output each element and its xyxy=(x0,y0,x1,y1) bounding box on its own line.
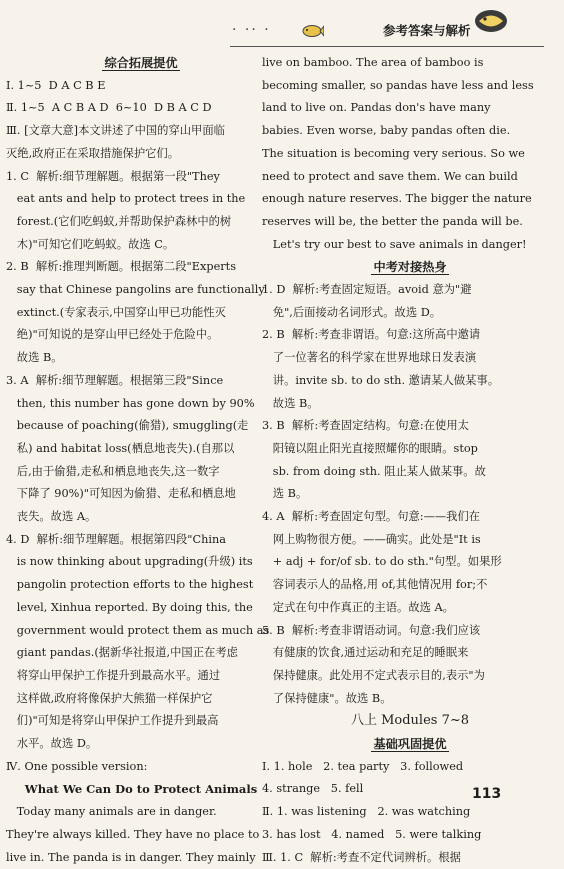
text-line: 们)"可知是将穿山甲保护工作提升到最高 xyxy=(6,714,219,728)
text-line: 免",后面接动名词形式。故选 D。 xyxy=(262,305,442,319)
text-line: 保持健康。此处用不定式表示目的,表示"为 xyxy=(262,668,485,682)
text-line: The situation is becoming very serious. So we xyxy=(262,146,525,160)
text-line: 木)"可知它们吃蚂蚁。故选 C。 xyxy=(6,237,175,251)
text-line: live on bamboo. The area of bamboo is xyxy=(262,56,484,69)
text-line: government would protect them as much as xyxy=(6,623,270,637)
text-line: Ⅲ. [文章大意]本文讲述了中国的穿山甲面临 xyxy=(6,124,225,138)
text-line: live in. The panda is in danger. They mainly xyxy=(6,850,256,864)
text-line: 定式在句中作真正的主语。故选 A。 xyxy=(262,600,454,614)
text-line: 5. B 解析:考查非谓语动词。句意:我们应该 xyxy=(262,623,481,637)
text-line: 故选 B。 xyxy=(6,351,63,365)
text-line: 容词表示人的品格,用 of,其他情况用 for;不 xyxy=(262,578,488,592)
text-line: 3. B 解析:考查固定结构。句意:在使用太 xyxy=(262,419,469,433)
text-line: enough nature reserves. The bigger the nature xyxy=(262,192,532,206)
text-line: 2. B 解析:推理判断题。根据第二段"Experts xyxy=(6,260,236,274)
text-line: land to live on. Pandas don's have many xyxy=(262,101,491,115)
text-line: 阳镜以阻止阳光直接照耀你的眼睛。stop xyxy=(262,441,478,455)
text-line: 2. B 解析:考查非谓语。句意:这所高中邀请 xyxy=(262,328,481,342)
section-title xyxy=(6,52,276,75)
text-line: 下降了 90%)"可知因为偷猎、走私和栖息地 xyxy=(6,487,236,501)
text-line: 绝)"可知说的是穿山甲已经处于危险中。 xyxy=(6,328,219,342)
text-line: say that Chinese pangolins are functionally xyxy=(6,283,265,297)
page-number: 113 xyxy=(472,786,502,802)
text-line: 将穿山甲保护工作提升到最高水平。通过 xyxy=(6,668,221,682)
text-line: 故选 B。 xyxy=(262,396,319,410)
section-title-text: 基础巩固提优 xyxy=(373,737,447,752)
header-dots: · ·· · xyxy=(232,22,271,38)
text-line: 选 B。 xyxy=(262,487,308,501)
text-line: 讲。invite sb. to do sth. 邀请某人做某事。 xyxy=(262,373,500,387)
text-line: babies. Even worse, baby pandas often die. xyxy=(262,124,511,138)
text-line: 4. D 解析:细节理解题。根据第四段"China xyxy=(6,532,227,546)
section-title-text: 中考对接热身 xyxy=(373,260,447,275)
right-column xyxy=(262,52,558,869)
text-line: 这样做,政府将像保护大熊猫一样保护它 xyxy=(6,691,213,705)
text-line: Ⅰ. 1~5 D A C B E xyxy=(6,78,106,92)
text-line: Ⅱ. 1~5 A C B A D 6~10 D B A C D xyxy=(6,101,212,115)
text-line: Today many animals are in danger. xyxy=(6,805,217,819)
text-line: 3. has lost 4. named 5. were talking xyxy=(262,827,482,841)
text-line: pangolin protection efforts to the highest xyxy=(6,578,254,592)
text-line: 4. strange 5. fell xyxy=(262,782,364,796)
text-line: + adj + for/of sb. to do sth."句型。如果形 xyxy=(262,555,502,569)
text-line: 3. A 解析:细节理解题。根据第三段"Since xyxy=(6,373,224,387)
text-line: They're always killed. They have no place to xyxy=(6,827,260,841)
section-title-text: 综合拓展提优 xyxy=(104,56,178,70)
text-line: 后,由于偷猎,走私和栖息地丧失,这一数字 xyxy=(6,464,220,478)
text-line: 有健康的饮食,通过运动和充足的睡眠来 xyxy=(262,646,469,660)
text-line: Ⅳ. One possible version: xyxy=(6,759,148,773)
text-line: reserves will be, the better the panda will be. xyxy=(262,214,523,228)
header-label: 参考答案与解析 xyxy=(383,23,471,38)
text-line: 私) and habitat loss(栖息地丧失).(自那以 xyxy=(6,441,235,455)
text-line: 灭绝,政府正在采取措施保护它们。 xyxy=(6,146,180,160)
text-line: 1. C 解析:细节理解题。根据第一段"They xyxy=(6,169,220,183)
module-title: 八上 Modules 7~8 xyxy=(350,713,470,729)
text-line: forest.(它们吃蚂蚁,并帮助保护森林中的树 xyxy=(6,214,232,228)
text-line: 了一位著名的科学家在世界地球日发表演 xyxy=(262,351,477,365)
fish-logo-icon xyxy=(473,6,509,36)
text-line: giant pandas.(据新华社报道,中国正在考虑 xyxy=(6,646,238,660)
text-line: Let's try our best to save animals in danger! xyxy=(262,237,527,251)
text-line: becoming smaller, so pandas have less and less xyxy=(262,78,534,92)
text-line: extinct.(专家表示,中国穿山甲已功能性灭 xyxy=(6,305,226,319)
fish-icon xyxy=(302,24,324,38)
text-line: 网上购物很方便。——确实。此处是"It is xyxy=(262,532,481,546)
text-line: is now thinking about upgrading(升级) its xyxy=(6,555,253,569)
page-header xyxy=(0,0,564,46)
left-column xyxy=(6,52,276,869)
text-line: Ⅲ. 1. C 解析:考查不定代词辨析。根据 xyxy=(262,850,461,864)
section-title xyxy=(262,256,558,279)
essay-title: What We Can Do to Protect Animals xyxy=(24,782,258,797)
text-line: Ⅱ. 1. was listening 2. was watching xyxy=(262,805,471,819)
text-line: eat ants and help to protect trees in the xyxy=(6,192,246,206)
header-rule xyxy=(230,46,544,47)
text-line: then, this number has gone down by 90% xyxy=(6,396,255,410)
text-line: Ⅰ. 1. hole 2. tea party 3. followed xyxy=(262,759,464,773)
text-line: 丧失。故选 A。 xyxy=(6,510,97,524)
text-line: 1. D 解析:考查固定短语。avoid 意为"避 xyxy=(262,283,472,297)
section-title xyxy=(262,733,558,756)
text-line: level, Xinhua reported. By doing this, the xyxy=(6,600,253,614)
text-line: 水平。故选 D。 xyxy=(6,737,98,751)
text-line: sb. from doing sth. 阻止某人做某事。故 xyxy=(262,464,486,478)
text-line: because of poaching(偷猎), smuggling(走 xyxy=(6,419,249,433)
text-line: 4. A 解析:考查固定句型。句意:——我们在 xyxy=(262,510,481,524)
text-line: 了保持健康"。故选 B。 xyxy=(262,691,392,705)
text-line: need to protect and save them. We can build xyxy=(262,169,518,183)
